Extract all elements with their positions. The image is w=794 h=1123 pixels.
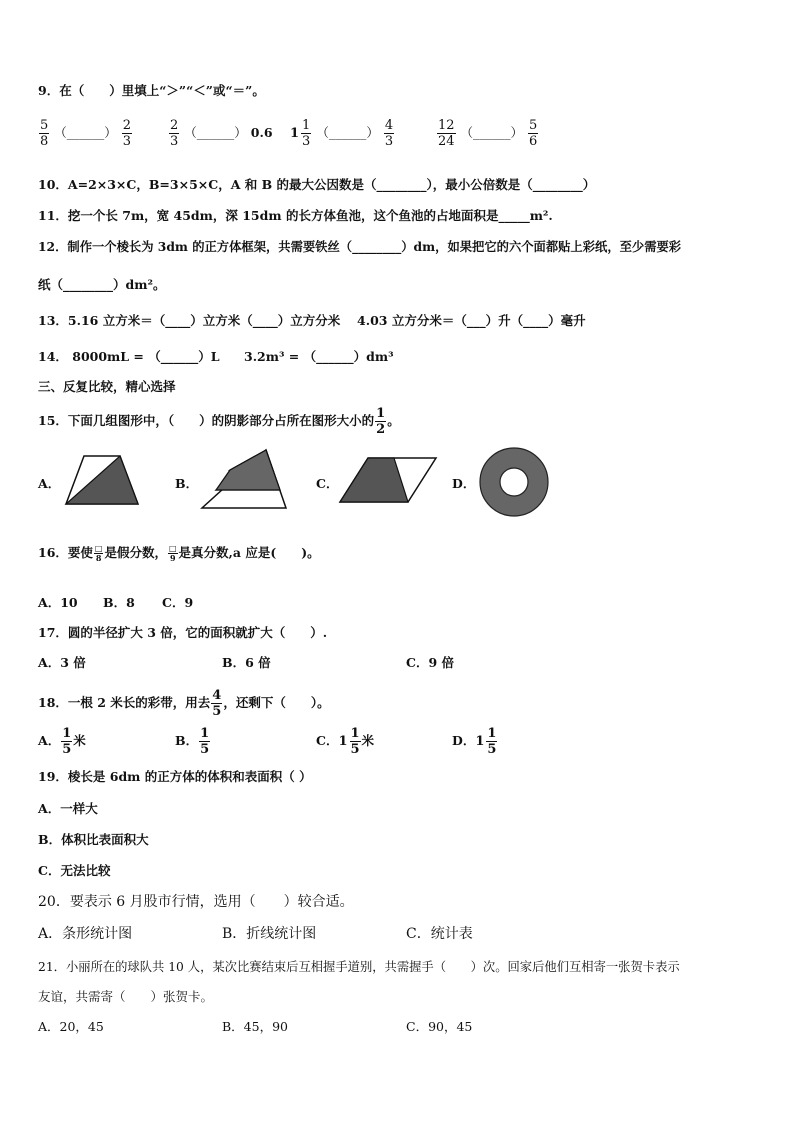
q9-stem: 9．在（ ）里填上“＞”“＜”或“＝”。 xyxy=(38,83,265,98)
q18-option-a[interactable]: A． $\frac{1}{5}$ 米 xyxy=(38,726,86,757)
q9-1-right: $\frac{2}{3}$ xyxy=(122,118,132,149)
q9-3-left: 1 $\frac{1}{3}$ xyxy=(290,118,311,149)
q16-option-a[interactable]: A．10 xyxy=(38,595,78,610)
q12-line1: 12．制作一个棱长为 3dm 的正方体框架，共需要铁丝（________）dm，如果把它的六个面都贴上彩纸，至少需要彩 xyxy=(38,239,682,254)
q17-option-c[interactable]: C．9 倍 xyxy=(406,655,454,670)
q15-figure-c xyxy=(338,456,438,504)
q18-option-b[interactable]: B． $\frac{1}{5}$ xyxy=(175,726,210,757)
q21-line2: 友谊，共需寄（ ）张贺卡。 xyxy=(38,989,214,1004)
q17-option-a[interactable]: A．3 倍 xyxy=(38,655,86,670)
q21-option-b[interactable]: B．45，90 xyxy=(222,1019,288,1034)
q9-3-blank[interactable]: （______） xyxy=(316,125,379,140)
q9-1-blank[interactable]: （______） xyxy=(54,125,117,140)
q20-option-b[interactable]: B．折线统计图 xyxy=(222,926,317,942)
q15-stem: 15．下面几组图形中，（ ）的阴影部分占所在图形大小的 $\frac{1}{2}$ 。 xyxy=(38,406,400,437)
q9-2-right: 0.6 xyxy=(250,125,273,140)
q11-text: 11．挖一个长 7m，宽 45dm，深 15dm 的长方体鱼池，这个鱼池的占地面积是_____m². xyxy=(38,208,553,223)
q19-stem: 19．棱长是 6dm 的正方体的体积和表面积（ ） xyxy=(38,769,312,784)
q9-3-right: $\frac{4}{3}$ xyxy=(384,118,394,149)
q19-option-a[interactable]: A．一样大 xyxy=(38,801,98,816)
q9-4-blank[interactable]: （______） xyxy=(460,125,524,140)
q9-2-blank[interactable]: （______） xyxy=(184,125,247,140)
q18-stem: 18．一根 2 米长的彩带，用去 $\frac{4}{5}$ ，还剩下（ ）。 xyxy=(38,688,330,719)
q9-2-left: $\frac{2}{3}$ xyxy=(170,118,179,149)
q15-figure-d xyxy=(478,446,550,518)
q18-four-fifths: $\frac{4}{5}$ xyxy=(212,688,222,719)
q9-item-2 xyxy=(168,118,273,149)
q15-label-c: C． xyxy=(316,476,339,491)
q9-1-left: $\frac{5}{8}$ xyxy=(40,118,49,149)
q9-item-3 xyxy=(290,118,395,149)
q21-option-c[interactable]: C．90，45 xyxy=(406,1019,473,1034)
q20-option-c[interactable]: C．统计表 xyxy=(406,926,473,942)
q17-option-b[interactable]: B．6 倍 xyxy=(222,655,271,670)
q16-option-c[interactable]: C．9 xyxy=(162,595,194,610)
q20-option-a[interactable]: A．条形统计图 xyxy=(38,926,133,942)
q16-frac-a-over-9: $\frac{□}{9}$ xyxy=(168,543,177,563)
q13-text: 13．5.16 立方米＝（____）立方米（____）立方分米 4.03 立方分米＝（___）升（____）毫升 xyxy=(38,313,586,328)
q20-stem: 20．要表示 6 月股市行情，选用（ ）较合适。 xyxy=(38,894,354,910)
q10-text: 10．A=2×3×C，B=3×5×C，A 和 B 的最大公因数是（________），最小公倍数是（________） xyxy=(38,177,596,192)
q14-part2: 3.2m³ = （______）dm³ xyxy=(244,349,394,364)
section-3-heading: 三、反复比较，精心选择 xyxy=(38,379,176,394)
q18-option-d[interactable]: D． 1 $\frac{1}{5}$ xyxy=(452,726,497,757)
q9-item-1 xyxy=(38,118,133,149)
q9-4-right: $\frac{5}{6}$ xyxy=(529,118,538,149)
q16-stem: 16．要使 $\frac{□}{8}$ 是假分数， $\frac{□}{9}$ 是真分数,a 应是( )。 xyxy=(38,543,320,563)
q15-figure-b xyxy=(200,448,288,510)
q9-4-left: $\frac{12}{24}$ xyxy=(438,118,455,149)
q15-label-d: D． xyxy=(452,476,476,491)
q18-option-c[interactable]: C． 1 $\frac{1}{5}$ 米 xyxy=(316,726,375,757)
q17-stem: 17．圆的半径扩大 3 倍，它的面积就扩大（ ）. xyxy=(38,625,328,640)
q9-item-4 xyxy=(436,118,539,149)
q15-half: $\frac{1}{2}$ xyxy=(376,406,386,437)
q15-figure-a xyxy=(64,454,140,506)
q15-label-b: B． xyxy=(175,476,199,491)
q21-option-a[interactable]: A．20，45 xyxy=(38,1019,104,1034)
q16-option-b[interactable]: B．8 xyxy=(103,595,135,610)
q21-line1: 21．小丽所在的球队共 10 人，某次比赛结束后互相握手道别，共需握手（ ）次。回家后他们互相寄一张贺卡表示 xyxy=(38,960,680,974)
q19-option-c[interactable]: C．无法比较 xyxy=(38,863,111,878)
q12-line2: 纸（________）dm²。 xyxy=(38,277,166,292)
q19-option-b[interactable]: B．体积比表面积大 xyxy=(38,832,149,847)
q16-frac-a-over-8: $\frac{□}{8}$ xyxy=(94,543,103,563)
q15-label-a: A． xyxy=(38,476,61,491)
q14-part1: 14． 8000mL = （______）L xyxy=(38,349,220,364)
